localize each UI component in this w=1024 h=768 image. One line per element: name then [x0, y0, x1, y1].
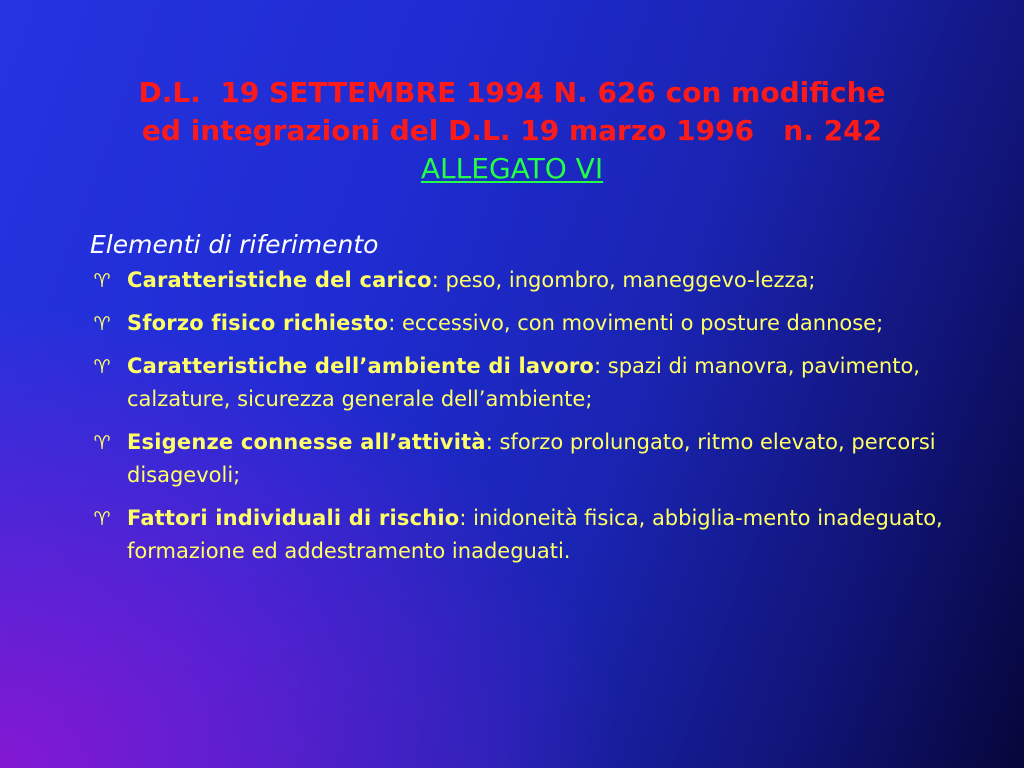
item-text: peso, ingombro, maneggevo-lezza; — [445, 268, 816, 292]
item-text: sforzo prolungato, ritmo elevato, percorsi disagevoli; — [127, 430, 936, 487]
list-item — [90, 426, 970, 492]
item-text: inidoneità fisica, abbiglia-mento inadeguato, formazione ed addestramento inadeguati. — [127, 506, 943, 563]
item-text: eccessivo, con movimenti o posture dannose; — [401, 311, 884, 335]
item-separator: : — [431, 268, 446, 292]
annex-label: ALLEGATO VI — [420, 152, 604, 185]
item-term: Caratteristiche del carico — [127, 268, 432, 292]
slide-title — [40, 74, 984, 188]
item-term: Sforzo fisico richiesto — [127, 311, 389, 335]
item-term: Esigenze connesse all’attività — [127, 430, 486, 454]
bullet-icon: ♈ — [93, 356, 111, 378]
list-item — [90, 502, 970, 568]
item-separator: : — [594, 354, 608, 378]
item-separator: : — [459, 506, 474, 530]
list-item — [90, 307, 970, 340]
item-term: Caratteristiche dell’ambiente di lavoro — [127, 354, 595, 378]
list-item — [90, 264, 970, 297]
bullet-list — [90, 264, 970, 568]
section-heading: Elementi di riferimento — [90, 230, 379, 259]
item-term: Fattori individuali di rischio — [127, 506, 460, 530]
list-item — [90, 350, 970, 416]
item-text: spazi di manovra, pavimento, calzature, sicurezza generale dell’ambiente; — [127, 354, 920, 411]
title-line-2: ed integrazioni del D.L. 19 marzo 1996 n. 242 — [141, 114, 883, 147]
title-line-1: D.L. 19 SETTEMBRE 1994 N. 626 con modifiche — [138, 76, 886, 109]
item-separator: : — [388, 311, 402, 335]
slide-body — [90, 228, 970, 578]
bullet-icon: ♈ — [93, 313, 111, 335]
bullet-icon: ♈ — [93, 432, 111, 454]
bullet-icon: ♈ — [93, 270, 111, 292]
item-separator: : — [485, 430, 500, 454]
bullet-icon: ♈ — [93, 508, 111, 530]
